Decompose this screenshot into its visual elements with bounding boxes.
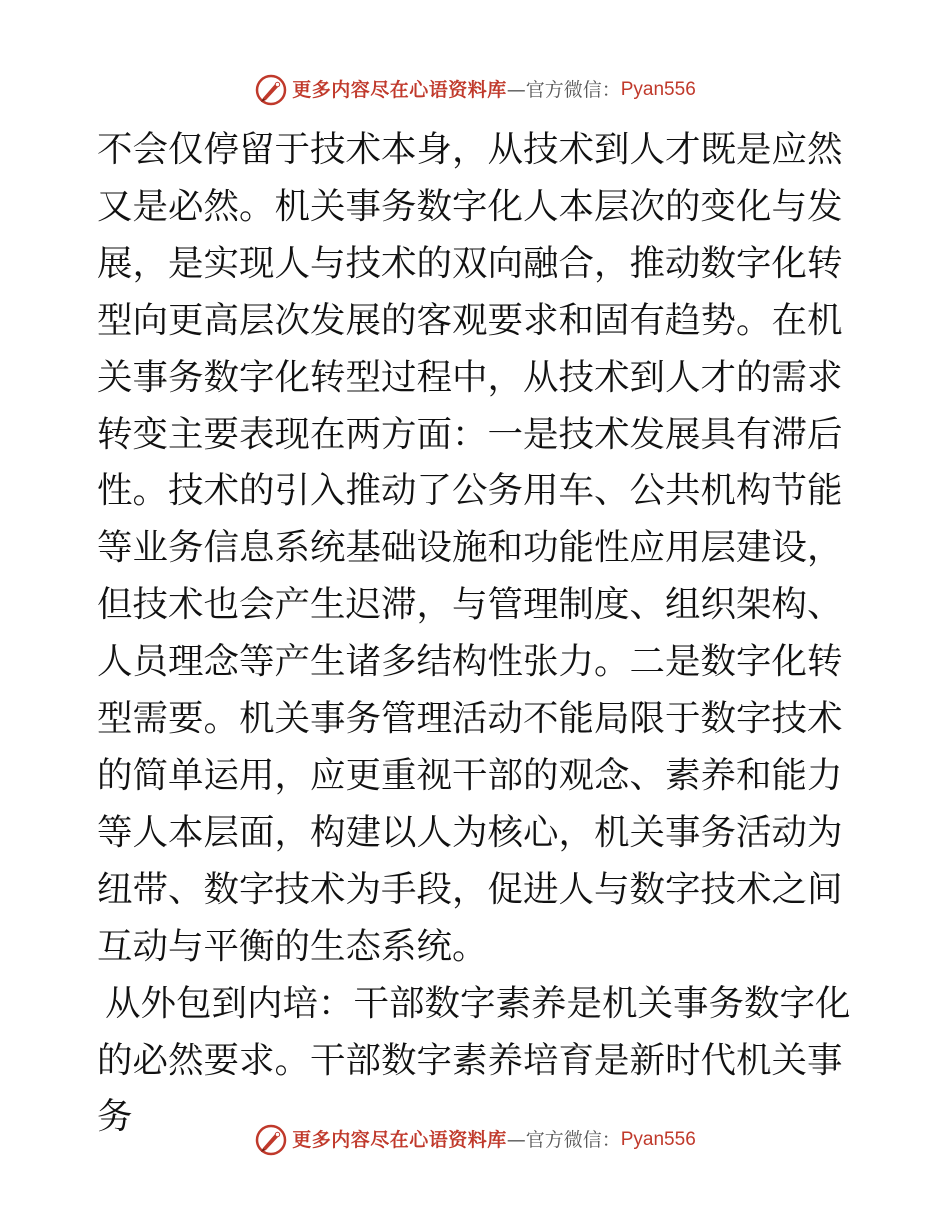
watermark-separator: — bbox=[506, 79, 526, 101]
body-paragraph: 不会仅停留于技术本身，从技术到人才既是应然又是必然。机关事务数字化人本层次的变化与发展，是实现人与技术的双向融合，推动数字化转型向更高层次发展的客观要求和固有趋势。在机关事务数字化转型过程中，从技术到人才的需求转变主要表现在两方面：一是技术发展具有滞后性。技术的引入推动了公务用车、公共机构节能等业务信息系统基础设施和功能性应用层建设，但技术也会产生迟滞，与管理制度、组织架构、人员理念等产生诸多结构性张力。二是数字化转型需要。机关事务管理活动不能局限于数字技术的简单运用，应更重视干部的观念、素养和能力等人本层面，构建以人为核心，机关事务活动为纽带、数字技术为手段，促进人与数字技术之间互动与平衡的生态系统。 bbox=[97, 129, 843, 967]
watermark-separator: — bbox=[506, 1129, 526, 1151]
header-watermark bbox=[0, 70, 950, 110]
watermark-wechat-id: Pyan556 bbox=[620, 79, 696, 100]
watermark-wechat-label: 官方微信： bbox=[525, 79, 621, 101]
footer-watermark bbox=[0, 1120, 950, 1160]
section-paragraph: 从外包到内培：干部数字素养是机关事务数字化的必然要求。干部数字素养培育是新时代机关事务 bbox=[97, 982, 851, 1138]
watermark-wechat-id: Pyan556 bbox=[620, 1129, 696, 1150]
watermark-brand-text: 更多内容尽在心语资料库 bbox=[292, 1129, 507, 1151]
document-body bbox=[97, 122, 853, 1146]
pen-logo-icon bbox=[254, 1123, 288, 1157]
pen-logo-icon bbox=[254, 73, 288, 107]
watermark-brand-text: 更多内容尽在心语资料库 bbox=[292, 79, 507, 101]
watermark-wechat-label: 官方微信： bbox=[525, 1129, 621, 1151]
